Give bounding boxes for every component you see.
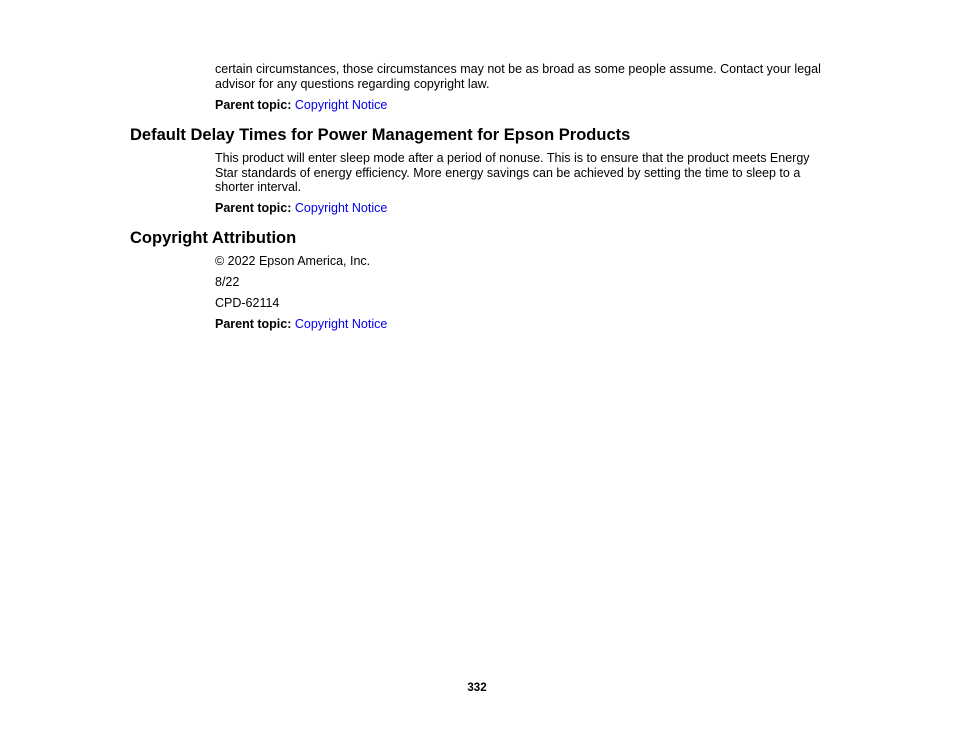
document-code-line: CPD-62114 <box>215 296 280 310</box>
copyright-notice-link[interactable]: Copyright Notice <box>294 98 388 112</box>
parent-topic-label: Parent topic: <box>215 317 292 331</box>
intro-paragraph: certain circumstances, those circumstances may not be as broad as some people assume. Contact your legal advisor for any questions regarding copyright law. <box>215 62 821 91</box>
copyright-line: © 2022 Epson America, Inc. <box>215 254 371 268</box>
page-number: 332 <box>467 682 487 694</box>
power-management-paragraph: This product will enter sleep mode after a period of nonuse. This is to ensure that the product meets Energy Star standards of energy efficiency. More energy savings can be achieved by setting the time to sleep to a shorter interval. <box>215 151 810 195</box>
copyright-notice-link[interactable]: Copyright Notice <box>294 201 388 215</box>
parent-topic-1 <box>215 98 387 113</box>
parent-topic-3 <box>215 317 387 332</box>
section-heading-power-management: Default Delay Times for Power Management for Epson Products <box>130 126 631 144</box>
copyright-notice-link[interactable]: Copyright Notice <box>294 317 388 331</box>
date-code-line: 8/22 <box>215 275 240 289</box>
section-heading-copyright-attribution: Copyright Attribution <box>130 229 297 247</box>
parent-topic-label: Parent topic: <box>215 201 292 215</box>
parent-topic-label: Parent topic: <box>215 98 292 112</box>
parent-topic-2 <box>215 201 387 216</box>
